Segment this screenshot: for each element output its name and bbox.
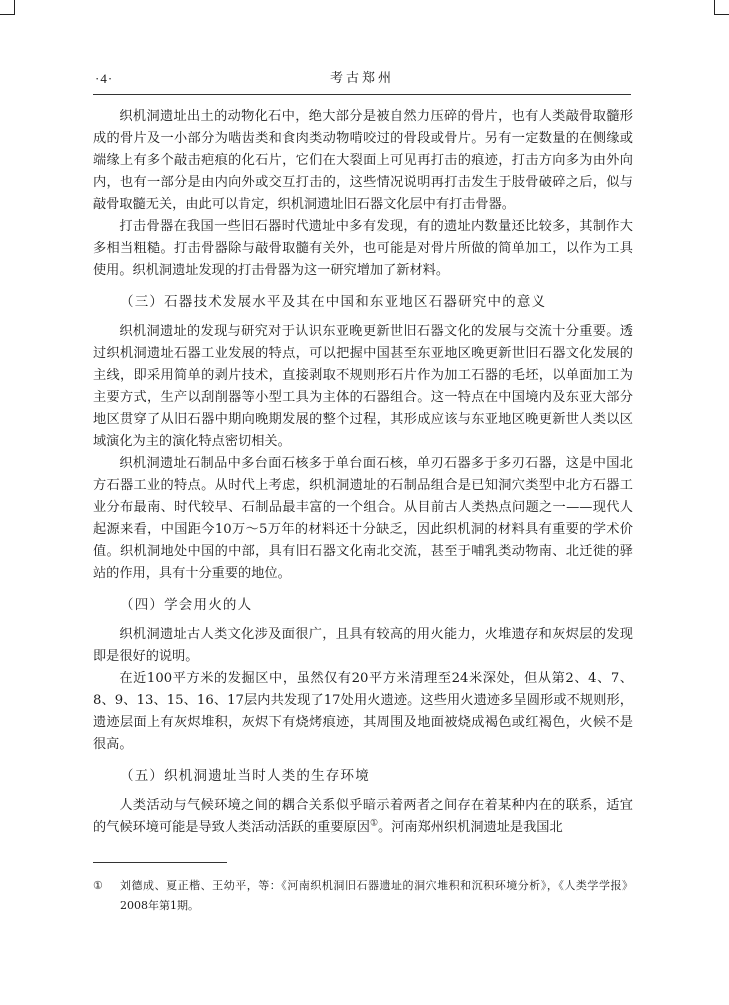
footnote — [93, 876, 633, 916]
section-heading-3: （三）石器技术发展水平及其在中国和东亚地区石器研究中的意义 — [120, 294, 547, 310]
crop-mark-top-left — [0, 0, 15, 15]
section-heading-4: （四）学会用火的人 — [120, 597, 253, 613]
paragraph-4: 织机洞遗址石制品中多台面石核多于单台面石核，单刃石器多于多刃石器，这是中国北方石器工业的特点。从时代上考虑，织机洞遗址的石制品组合是已知洞穴类型中北方石器工业分布最南、时代较早、石制品最丰富的一个组合。从目前古人类热点问题之一——现代人起源来看，中国距今10万～5万年的材料还十分缺乏，因此织机洞的材料具有重要的学术价值。织机洞地处中国的中部，具有旧石器文化南北交流，甚至于哺乳类动物南、北迁徙的驿站的作用，具有十分重要的地位。 — [93, 456, 633, 581]
article-body — [93, 106, 633, 839]
crop-mark-top-right — [714, 0, 729, 15]
running-header — [93, 68, 631, 90]
paragraph-7-text-end: 。河南郑州织机洞遗址是我国北 — [378, 820, 563, 835]
footnote-text: 刘德成、夏正楷、王幼平，等：《河南织机洞旧石器遗址的洞穴堆积和沉积环境分析》，《人类学学报》2008年第1期。 — [120, 879, 633, 912]
footnote-rule — [93, 862, 227, 863]
journal-title: 考古郑州 — [329, 71, 394, 86]
paragraph-2: 打击骨器在我国一些旧石器时代遗址中多有发现，有的遗址内数量还比较多，其制作大多相当粗糙。打击骨器除与敲骨取髓有关外，也可能是对骨片所做的简单加工，以作为工具使用。织机洞遗址发现的打击骨器为这一研究增加了新材料。 — [93, 219, 633, 278]
paragraph-6: 在近100平方米的发掘区中，虽然仅有20平方米清理至24米深处，但从第2、4、7、8、9、13、15、16、17层内共发现了17处用火遗迹。这些用火遗迹多呈圆形或不规则形，遗迹层面上有灰烬堆积，灰烬下有烧烤痕迹，其周围及地面被烧成褐色或红褐色，火候不是很高。 — [93, 671, 633, 752]
footnote-marker: ① — [93, 879, 103, 892]
header-rule — [93, 94, 631, 95]
paragraph-7-text: 人类活动与气候环境之间的耦合关系似乎暗示着两者之间存在着某种内在的联系，适宜的气候环境可能是导致人类活动活跃的重要原因 — [93, 798, 633, 835]
paragraph-1: 织机洞遗址出土的动物化石中，绝大部分是被自然力压碎的骨片，也有人类敲骨取髓形成的骨片及一小部分为啮齿类和食肉类动物啃咬过的骨段或骨片。另有一定数量的在侧缘或端缘上有多个敲击疤痕的化石片，它们在大裂面上可见再打击的痕迹，打击方向多为由外向内，也有一部分是由内向外或交互打击的，这些情况说明再打击发生于肢骨破碎之后，似与敲骨取髓无关，由此可以肯定，织机洞遗址旧石器文化层中有打击骨器。 — [93, 109, 633, 212]
paragraph-7 — [93, 795, 633, 839]
footnote-reference[interactable]: ① — [369, 818, 379, 829]
section-heading-5: （五）织机洞遗址当时人类的生存环境 — [120, 768, 370, 784]
page-number: ·4· — [95, 71, 114, 86]
paragraph-3: 织机洞遗址的发现与研究对于认识东亚晚更新世旧石器文化的发展与交流十分重要。透过织机洞遗址石器工业发展的特点，可以把握中国甚至东亚地区晚更新世旧石器文化发展的主线，即采用简单的剥片技术，直接剥取不规则形石片作为加工石器的毛坯，以单面加工为主要方式，生产以刮削器等小型工具为主体的石器组合。这一特点在中国境内及东亚大部分地区贯穿了从旧石器中期向晚期发展的整个过程，其形成应该与东亚地区晚更新世人类以区域演化为主的演化特点密切相关。 — [93, 324, 633, 449]
paragraph-5: 织机洞遗址古人类文化涉及面很广，且具有较高的用火能力，火堆遗存和灰烬层的发现即是很好的说明。 — [93, 627, 633, 664]
